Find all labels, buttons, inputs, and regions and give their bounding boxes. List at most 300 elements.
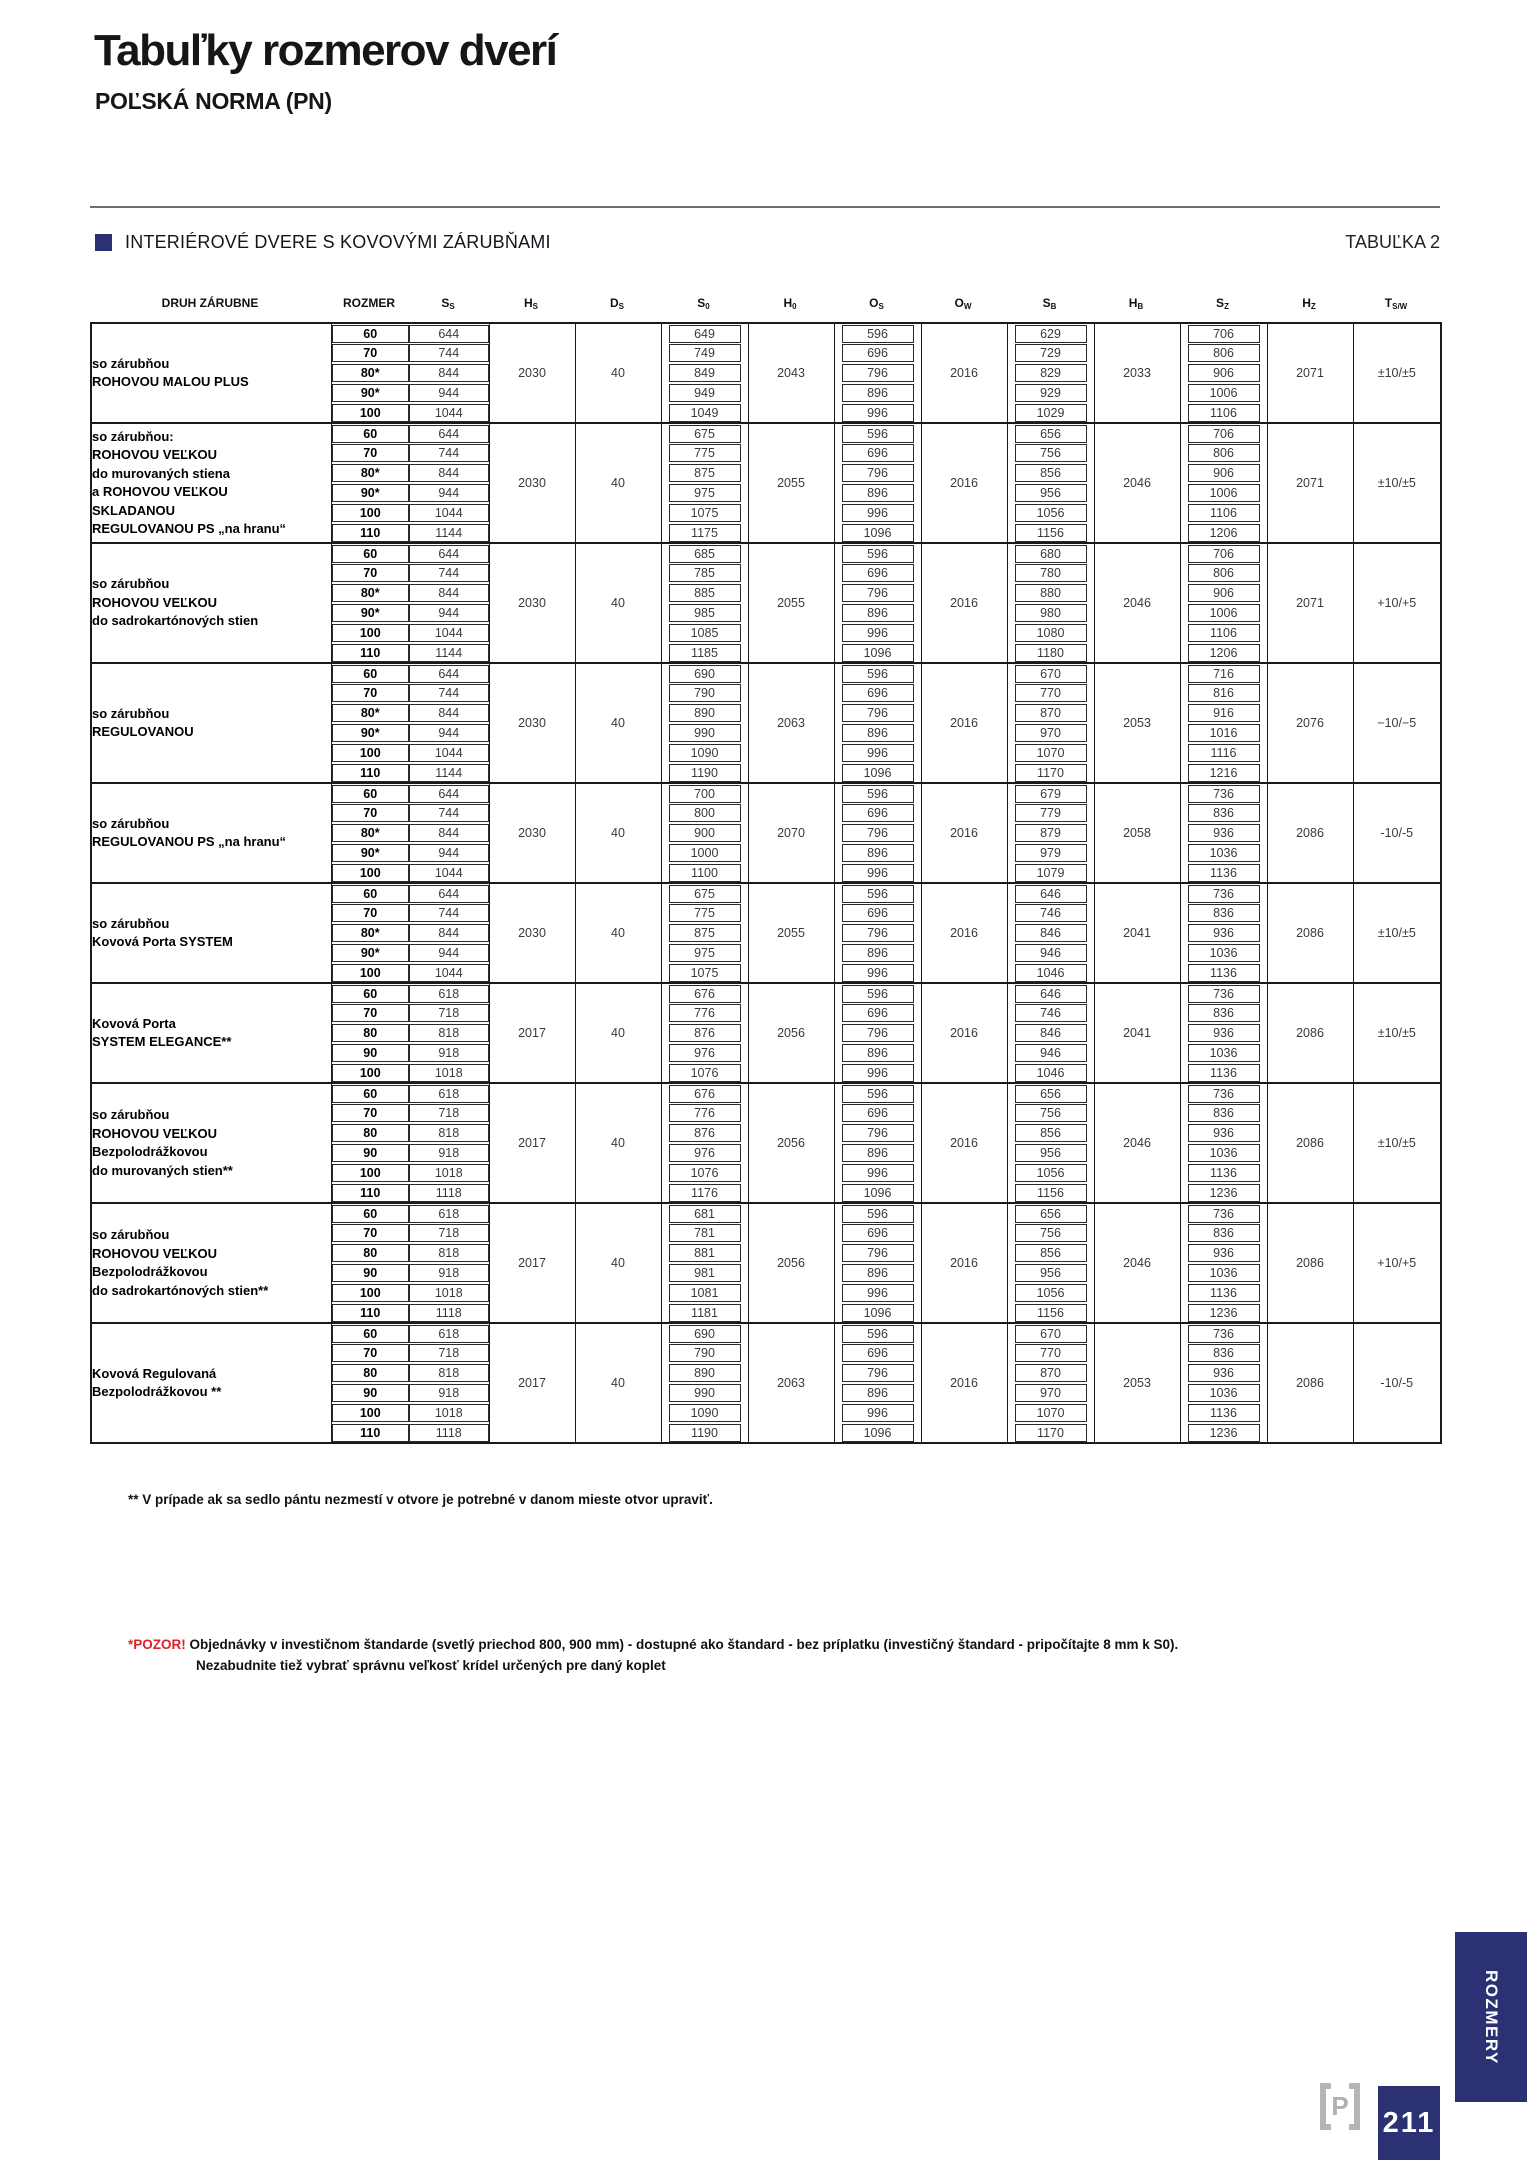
ss-cell <box>409 583 489 603</box>
dimensions-table <box>90 322 1442 1444</box>
s0-cell-box: 1085 <box>669 624 741 642</box>
s0-cell <box>661 363 748 383</box>
hb-cell: 2058 <box>1094 783 1180 883</box>
sb-cell <box>1007 483 1094 503</box>
hb-cell: 2053 <box>1094 1323 1180 1443</box>
h0-cell: 2056 <box>748 983 834 1083</box>
rozmer-cell-box: 70 <box>332 1104 410 1122</box>
sz-cell-box: 1106 <box>1188 504 1260 522</box>
t-cell: ±10/±5 <box>1353 883 1441 983</box>
os-cell-box: 596 <box>842 425 914 443</box>
os-cell-box: 696 <box>842 904 914 922</box>
s0-cell <box>661 763 748 783</box>
ss-cell <box>409 383 489 403</box>
os-cell-box: 696 <box>842 344 914 362</box>
table-footnote: ** V prípade ak sa sedlo pántu nezmestí v otvore je potrebné v danom mieste otvor upraviť. <box>128 1492 713 1507</box>
frame-type-line: REGULOVANOU PS „na hranu“ <box>92 834 287 849</box>
sb-cell-box: 670 <box>1015 1325 1087 1343</box>
frame-type-cell <box>91 663 331 783</box>
h0-cell: 2055 <box>748 543 834 663</box>
os-cell <box>834 963 921 983</box>
os-cell-box: 996 <box>842 404 914 422</box>
sb-cell-box: 1070 <box>1015 744 1087 762</box>
s0-cell-box: 876 <box>669 1024 741 1042</box>
ss-cell <box>409 783 489 803</box>
ss-cell <box>409 1083 489 1103</box>
sz-cell-box: 936 <box>1188 1024 1260 1042</box>
sb-cell <box>1007 423 1094 443</box>
rozmer-cell <box>331 1223 409 1243</box>
sb-cell <box>1007 543 1094 563</box>
rozmer-cell-box: 100 <box>332 404 410 422</box>
rozmer-cell-box: 70 <box>332 684 410 702</box>
s0-cell <box>661 963 748 983</box>
s0-cell-box: 875 <box>669 924 741 942</box>
s0-cell <box>661 823 748 843</box>
hs-cell: 2017 <box>489 983 575 1083</box>
os-cell-box: 796 <box>842 464 914 482</box>
s0-cell-box: 1081 <box>669 1284 741 1302</box>
sb-cell-box: 656 <box>1015 425 1087 443</box>
rozmer-cell-box: 100 <box>332 624 410 642</box>
h0-cell: 2063 <box>748 1323 834 1443</box>
sb-cell <box>1007 703 1094 723</box>
rozmer-cell <box>331 663 409 683</box>
ow-cell: 2016 <box>921 423 1007 543</box>
sb-cell <box>1007 1003 1094 1023</box>
rozmer-cell <box>331 463 409 483</box>
frame-type-cell <box>91 1203 331 1323</box>
os-cell <box>834 563 921 583</box>
ss-cell <box>409 1303 489 1323</box>
ow-cell: 2016 <box>921 783 1007 883</box>
sb-cell-box: 629 <box>1015 325 1087 343</box>
column-header: D $_S$ <box>609 296 624 311</box>
sz-cell-box: 1136 <box>1188 1404 1260 1422</box>
h0-cell: 2063 <box>748 663 834 783</box>
s0-cell-box: 849 <box>669 364 741 382</box>
sz-cell <box>1180 603 1267 623</box>
ss-cell <box>409 743 489 763</box>
rozmer-cell <box>331 1243 409 1263</box>
frame-type-line: ROHOVOU VEĽKOU <box>92 594 217 610</box>
rozmer-cell-box: 110 <box>332 524 410 542</box>
t-cell: +10/+5 <box>1353 543 1441 663</box>
s0-cell <box>661 663 748 683</box>
rozmer-cell-box: 100 <box>332 864 410 882</box>
sb-cell <box>1007 383 1094 403</box>
ss-cell-box: 1018 <box>409 1064 489 1082</box>
s0-cell <box>661 403 748 423</box>
os-cell <box>834 1223 921 1243</box>
t-cell: -10/-5 <box>1353 783 1441 883</box>
s0-cell <box>661 1423 748 1443</box>
frame-type-line: do sadrokartónových stien <box>92 613 259 629</box>
sz-cell <box>1180 983 1267 1003</box>
sz-cell-box: 706 <box>1188 545 1260 563</box>
rozmer-cell-box: 60 <box>332 1205 410 1223</box>
os-cell-box: 1096 <box>842 524 914 542</box>
ss-cell-box: 1144 <box>409 524 489 542</box>
s0-cell-box: 1190 <box>669 1424 741 1442</box>
sb-cell <box>1007 443 1094 463</box>
frame-type-line: SKLADANOU <box>92 502 176 518</box>
sb-cell <box>1007 903 1094 923</box>
rozmer-cell <box>331 843 409 863</box>
hb-cell: 2046 <box>1094 1083 1180 1203</box>
rozmer-cell-box: 80 <box>332 1124 410 1142</box>
os-cell <box>834 803 921 823</box>
frame-type-line: so zárubňou <box>92 915 170 931</box>
s0-cell-box: 1049 <box>669 404 741 422</box>
divider-line <box>90 206 1440 208</box>
s0-cell-box: 1185 <box>669 644 741 662</box>
sb-cell <box>1007 1183 1094 1203</box>
sb-cell <box>1007 363 1094 383</box>
rozmer-cell <box>331 1063 409 1083</box>
os-cell-box: 896 <box>842 944 914 962</box>
s0-cell-box: 976 <box>669 1044 741 1062</box>
sb-cell <box>1007 1083 1094 1103</box>
os-cell-box: 596 <box>842 985 914 1003</box>
sz-cell <box>1180 1383 1267 1403</box>
sz-cell <box>1180 443 1267 463</box>
sz-cell-box: 916 <box>1188 704 1260 722</box>
ss-cell <box>409 943 489 963</box>
hs-cell: 2030 <box>489 783 575 883</box>
ss-cell-box: 618 <box>409 1325 489 1343</box>
frame-type-cell <box>91 1083 331 1203</box>
rozmer-cell-box: 70 <box>332 904 410 922</box>
ss-cell-box: 944 <box>409 844 489 862</box>
sz-cell <box>1180 543 1267 563</box>
s0-cell <box>661 443 748 463</box>
sz-cell-box: 1136 <box>1188 1284 1260 1302</box>
s0-cell-box: 1190 <box>669 764 741 782</box>
s0-cell-box: 749 <box>669 344 741 362</box>
ss-cell <box>409 1343 489 1363</box>
sb-cell-box: 929 <box>1015 384 1087 402</box>
s0-cell <box>661 1343 748 1363</box>
ss-cell <box>409 1123 489 1143</box>
rozmer-cell-box: 80* <box>332 584 410 602</box>
rozmer-cell <box>331 783 409 803</box>
sb-cell <box>1007 983 1094 1003</box>
rozmer-cell-box: 70 <box>332 804 410 822</box>
os-cell <box>834 943 921 963</box>
s0-cell-box: 1075 <box>669 504 741 522</box>
sb-cell <box>1007 1323 1094 1343</box>
pozor-label: *POZOR! <box>128 1637 186 1652</box>
sb-cell-box: 970 <box>1015 724 1087 742</box>
sb-cell <box>1007 743 1094 763</box>
s0-cell <box>661 483 748 503</box>
ss-cell <box>409 843 489 863</box>
logo-letter: P <box>1331 2091 1349 2121</box>
ss-cell <box>409 543 489 563</box>
s0-cell <box>661 883 748 903</box>
rozmer-cell <box>331 1263 409 1283</box>
ow-cell: 2016 <box>921 883 1007 983</box>
os-cell-box: 1096 <box>842 1304 914 1322</box>
s0-cell-box: 890 <box>669 704 741 722</box>
ss-cell <box>409 863 489 883</box>
rozmer-cell-box: 60 <box>332 545 410 563</box>
os-cell-box: 696 <box>842 1224 914 1242</box>
sz-cell <box>1180 1043 1267 1063</box>
sb-cell-box: 846 <box>1015 924 1087 942</box>
ow-cell: 2016 <box>921 1323 1007 1443</box>
sb-cell <box>1007 923 1094 943</box>
ss-cell <box>409 323 489 343</box>
hs-cell: 2030 <box>489 663 575 783</box>
sb-cell <box>1007 883 1094 903</box>
ss-cell-box: 844 <box>409 704 489 722</box>
rozmer-cell <box>331 1403 409 1423</box>
os-cell <box>834 1243 921 1263</box>
sz-cell-box: 836 <box>1188 904 1260 922</box>
sb-cell-box: 870 <box>1015 704 1087 722</box>
rozmer-cell <box>331 943 409 963</box>
rozmer-cell-box: 90* <box>332 844 410 862</box>
frame-type-line: so zárubňou <box>92 1107 170 1122</box>
ss-cell-box: 718 <box>409 1004 489 1022</box>
ss-cell-box: 944 <box>409 724 489 742</box>
rozmer-cell <box>331 1103 409 1123</box>
rozmer-cell <box>331 1383 409 1403</box>
os-cell-box: 996 <box>842 964 914 982</box>
frame-type-line: Bezpolodrážkovou ** <box>92 1384 222 1399</box>
s0-cell-box: 1100 <box>669 864 741 882</box>
os-cell-box: 796 <box>842 924 914 942</box>
os-cell-box: 896 <box>842 1044 914 1062</box>
sz-cell <box>1180 1123 1267 1143</box>
sz-cell-box: 1206 <box>1188 644 1260 662</box>
os-cell <box>834 1363 921 1383</box>
rozmer-cell <box>331 823 409 843</box>
ds-cell: 40 <box>575 783 661 883</box>
page-number-badge: 211 <box>1378 2086 1440 2160</box>
hz-cell: 2086 <box>1267 983 1353 1083</box>
sb-cell <box>1007 583 1094 603</box>
os-cell-box: 996 <box>842 744 914 762</box>
t-cell: ±10/±5 <box>1353 423 1441 543</box>
os-cell <box>834 1263 921 1283</box>
sb-cell <box>1007 503 1094 523</box>
ss-cell <box>409 463 489 483</box>
sb-cell-box: 946 <box>1015 944 1087 962</box>
rozmer-cell <box>331 403 409 423</box>
hb-cell: 2046 <box>1094 543 1180 663</box>
sz-cell-box: 1116 <box>1188 744 1260 762</box>
s0-cell-box: 649 <box>669 325 741 343</box>
rozmer-cell <box>331 703 409 723</box>
ss-cell <box>409 1163 489 1183</box>
rozmer-cell-box: 90* <box>332 724 410 742</box>
sb-cell-box: 946 <box>1015 1044 1087 1062</box>
rozmer-cell-box: 70 <box>332 1004 410 1022</box>
s0-cell <box>661 1203 748 1223</box>
sb-cell-box: 756 <box>1015 444 1087 462</box>
sz-cell <box>1180 483 1267 503</box>
sb-cell <box>1007 823 1094 843</box>
ss-cell <box>409 903 489 923</box>
s0-cell <box>661 1183 748 1203</box>
ss-cell-box: 644 <box>409 665 489 683</box>
os-cell-box: 996 <box>842 1404 914 1422</box>
rozmer-cell <box>331 723 409 743</box>
sb-cell-box: 1056 <box>1015 1284 1087 1302</box>
os-cell-box: 896 <box>842 484 914 502</box>
ss-cell-box: 844 <box>409 584 489 602</box>
column-header: H $_0$ <box>783 296 797 311</box>
os-cell-box: 596 <box>842 1325 914 1343</box>
rozmer-cell-box: 90 <box>332 1044 410 1062</box>
t-cell: -10/-5 <box>1353 1323 1441 1443</box>
ss-cell-box: 1018 <box>409 1284 489 1302</box>
sb-cell-box: 1180 <box>1015 644 1087 662</box>
ss-cell <box>409 663 489 683</box>
os-cell-box: 996 <box>842 504 914 522</box>
s0-cell-box: 975 <box>669 944 741 962</box>
rozmer-cell <box>331 1083 409 1103</box>
pozor-text1: Objednávky v investičnom štandarde (svetlý priechod 800, 900 mm) - dostupné ako štandard - bez príplatku (investičný štandard - pripočítajte 8 mm k S0). <box>189 1637 1179 1652</box>
sz-cell <box>1180 623 1267 643</box>
frame-type-line: so zárubňou <box>92 355 170 371</box>
frame-type-line: Bezpolodrážkovou <box>92 1264 208 1279</box>
ss-cell-box: 744 <box>409 904 489 922</box>
ss-cell <box>409 1023 489 1043</box>
rozmer-cell <box>331 503 409 523</box>
ss-cell <box>409 1283 489 1303</box>
os-cell-box: 796 <box>842 1124 914 1142</box>
frame-type-line: Bezpolodrážkovou <box>92 1144 208 1159</box>
ss-cell <box>409 1243 489 1263</box>
sb-cell <box>1007 643 1094 663</box>
sb-cell-box: 1056 <box>1015 1164 1087 1182</box>
os-cell-box: 996 <box>842 864 914 882</box>
sb-cell-box: 780 <box>1015 564 1087 582</box>
sz-cell-box: 736 <box>1188 1205 1260 1223</box>
rozmer-cell-box: 60 <box>332 785 410 803</box>
sz-cell <box>1180 423 1267 443</box>
sb-cell-box: 646 <box>1015 885 1087 903</box>
os-cell <box>834 743 921 763</box>
s0-cell <box>661 683 748 703</box>
s0-cell <box>661 1123 748 1143</box>
s0-cell <box>661 1383 748 1403</box>
ss-cell <box>409 343 489 363</box>
column-header: DRUH ZÁRUBNE <box>161 296 259 310</box>
s0-cell <box>661 1363 748 1383</box>
rozmer-cell-box: 110 <box>332 644 410 662</box>
sb-cell-box: 756 <box>1015 1224 1087 1242</box>
s0-cell <box>661 1063 748 1083</box>
s0-cell <box>661 743 748 763</box>
s0-cell-box: 981 <box>669 1264 741 1282</box>
s0-cell <box>661 523 748 543</box>
sb-cell-box: 679 <box>1015 785 1087 803</box>
ss-cell-box: 644 <box>409 425 489 443</box>
s0-cell <box>661 423 748 443</box>
rozmer-cell <box>331 743 409 763</box>
ss-cell-box: 944 <box>409 384 489 402</box>
rozmer-cell <box>331 363 409 383</box>
s0-cell-box: 675 <box>669 425 741 443</box>
ss-cell <box>409 683 489 703</box>
ss-cell <box>409 523 489 543</box>
s0-cell-box: 900 <box>669 824 741 842</box>
s0-cell <box>661 1283 748 1303</box>
sb-cell-box: 680 <box>1015 545 1087 563</box>
rozmery-side-tab <box>1455 1932 1527 2102</box>
hb-cell: 2046 <box>1094 423 1180 543</box>
ss-cell-box: 644 <box>409 885 489 903</box>
sz-cell <box>1180 923 1267 943</box>
hb-cell: 2053 <box>1094 663 1180 783</box>
hs-cell: 2030 <box>489 883 575 983</box>
ss-cell <box>409 423 489 443</box>
ss-cell-box: 618 <box>409 1085 489 1103</box>
ss-cell <box>409 1203 489 1223</box>
frame-type-line: a ROHOVOU VEĽKOU <box>92 484 228 499</box>
os-cell-box: 696 <box>842 444 914 462</box>
os-cell-box: 796 <box>842 704 914 722</box>
sz-cell-box: 1236 <box>1188 1424 1260 1442</box>
os-cell <box>834 1203 921 1223</box>
sz-cell <box>1180 1243 1267 1263</box>
s0-cell-box: 1090 <box>669 1404 741 1422</box>
rozmer-cell-box: 60 <box>332 885 410 903</box>
ss-cell <box>409 403 489 423</box>
hz-cell: 2086 <box>1267 883 1353 983</box>
s0-cell <box>661 583 748 603</box>
sz-cell <box>1180 943 1267 963</box>
sb-cell-box: 770 <box>1015 1344 1087 1362</box>
rozmer-cell-box: 100 <box>332 1164 410 1182</box>
s0-cell <box>661 563 748 583</box>
s0-cell-box: 1076 <box>669 1064 741 1082</box>
sb-cell-box: 870 <box>1015 1364 1087 1382</box>
ss-cell <box>409 1223 489 1243</box>
rozmer-cell <box>331 1203 409 1223</box>
ss-cell <box>409 1423 489 1443</box>
rozmer-cell <box>331 1323 409 1343</box>
sz-cell <box>1180 323 1267 343</box>
os-cell <box>834 1423 921 1443</box>
os-cell-box: 796 <box>842 1364 914 1382</box>
s0-cell-box: 775 <box>669 904 741 922</box>
sb-cell-box: 1170 <box>1015 764 1087 782</box>
ss-cell-box: 1018 <box>409 1404 489 1422</box>
ss-cell-box: 644 <box>409 785 489 803</box>
ds-cell: 40 <box>575 883 661 983</box>
ss-cell-box: 1144 <box>409 764 489 782</box>
sb-cell <box>1007 863 1094 883</box>
ss-cell <box>409 623 489 643</box>
sb-cell <box>1007 1263 1094 1283</box>
sb-cell <box>1007 1423 1094 1443</box>
h0-cell: 2055 <box>748 883 834 983</box>
sb-cell-box: 1079 <box>1015 864 1087 882</box>
os-cell-box: 1096 <box>842 764 914 782</box>
sz-cell <box>1180 1283 1267 1303</box>
s0-cell <box>661 783 748 803</box>
sz-cell-box: 1236 <box>1188 1304 1260 1322</box>
sz-cell-box: 906 <box>1188 584 1260 602</box>
sz-cell-box: 836 <box>1188 1004 1260 1022</box>
rozmer-cell <box>331 603 409 623</box>
